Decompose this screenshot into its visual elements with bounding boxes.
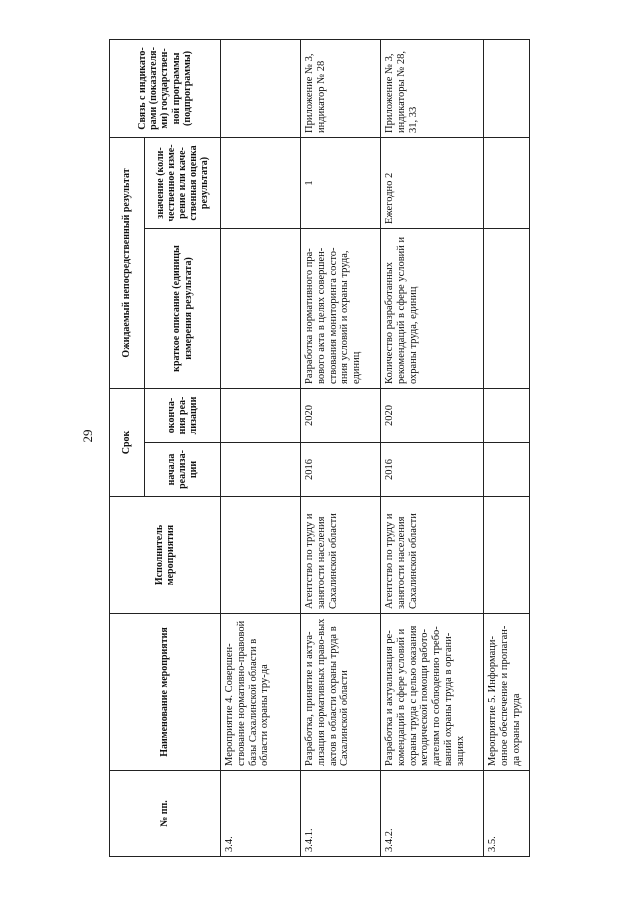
cell-link: Приложение № 3, индикатор № 28: [301, 39, 381, 137]
cell-value: [221, 137, 301, 228]
header-num: № пп.: [110, 771, 221, 857]
header-row-top: [110, 39, 145, 856]
cell-end: [221, 388, 301, 442]
cell-link: Приложение № 3, индикаторы № 28, 31, 33: [381, 39, 484, 137]
cell-start: 2016: [301, 443, 381, 497]
table-row: [221, 39, 301, 856]
cell-end: [484, 388, 530, 442]
cell-num: 3.5.: [484, 771, 530, 857]
cell-num: 3.4.: [221, 771, 301, 857]
cell-desc: [221, 228, 301, 388]
table-row: [484, 39, 530, 856]
cell-end: 2020: [301, 388, 381, 442]
header-expected: Ожидаемый непосредственный результат: [110, 137, 145, 388]
cell-num: 3.4.2.: [381, 771, 484, 857]
cell-executor: [221, 497, 301, 614]
cell-name: Мероприятие 4. Совершен-ствование нормативно-правовой базы Сахалинской области в области охраны тру-да: [221, 614, 301, 771]
cell-link: [221, 39, 301, 137]
cell-end: 2020: [381, 388, 484, 442]
header-expected-desc: краткое описание (единицы измерения результата): [145, 228, 221, 388]
rotated-table-container: [109, 40, 529, 857]
measures-table: [109, 39, 530, 857]
table-row: [301, 39, 381, 856]
header-name: Наименование мероприятия: [110, 614, 221, 771]
cell-name: Мероприятие 5. Информаци-онное обеспечение и пропаган-да охраны труда: [484, 614, 530, 771]
table-row: [381, 39, 484, 856]
cell-desc: [484, 228, 530, 388]
cell-name: Разработка и актуализация ре-комендаций в сфере условий и охраны труда с целью оказания методической помощи работо-дателям по соблюдению требо-ваний охраны труда в органи-зациях: [381, 614, 484, 771]
page-number: 29: [80, 429, 95, 443]
cell-executor: Агентство по труду и занятости населения Сахалинской области: [301, 497, 381, 614]
cell-desc: Количество разработанных рекомендаций в сфере условий и охраны труда, единиц: [381, 228, 484, 388]
cell-value: [484, 137, 530, 228]
cell-start: [484, 443, 530, 497]
cell-name: Разработка, принятие и актуа-лизация нормативных право-вых актов в области охраны труда в Сахалинской области: [301, 614, 381, 771]
cell-executor: [484, 497, 530, 614]
cell-start: [221, 443, 301, 497]
cell-start: 2016: [381, 443, 484, 497]
cell-value: Ежегодно 2: [381, 137, 484, 228]
cell-desc: Разработка нормативного пра-вового акта в целях совершен-ствования мониторинга состо-яния условий и охраны труда, единиц: [301, 228, 381, 388]
header-link: Связь с индикато-рами (показателя-ми) государствен-ной программы (подпрограммы): [110, 39, 221, 137]
header-term-end: оконча-ния реа-лизации: [145, 388, 221, 442]
header-term-start: начала реализа-ции: [145, 443, 221, 497]
header-executor: Исполнитель мероприятия: [110, 497, 221, 614]
cell-executor: Агентство по труду и занятости населения Сахалинской области: [381, 497, 484, 614]
header-expected-value: значение (коли-чественное изме-рение или каче-ственная оценка результата): [145, 137, 221, 228]
cell-value: 1: [301, 137, 381, 228]
cell-num: 3.4.1.: [301, 771, 381, 857]
header-term: Срок: [110, 388, 145, 496]
cell-link: [484, 39, 530, 137]
